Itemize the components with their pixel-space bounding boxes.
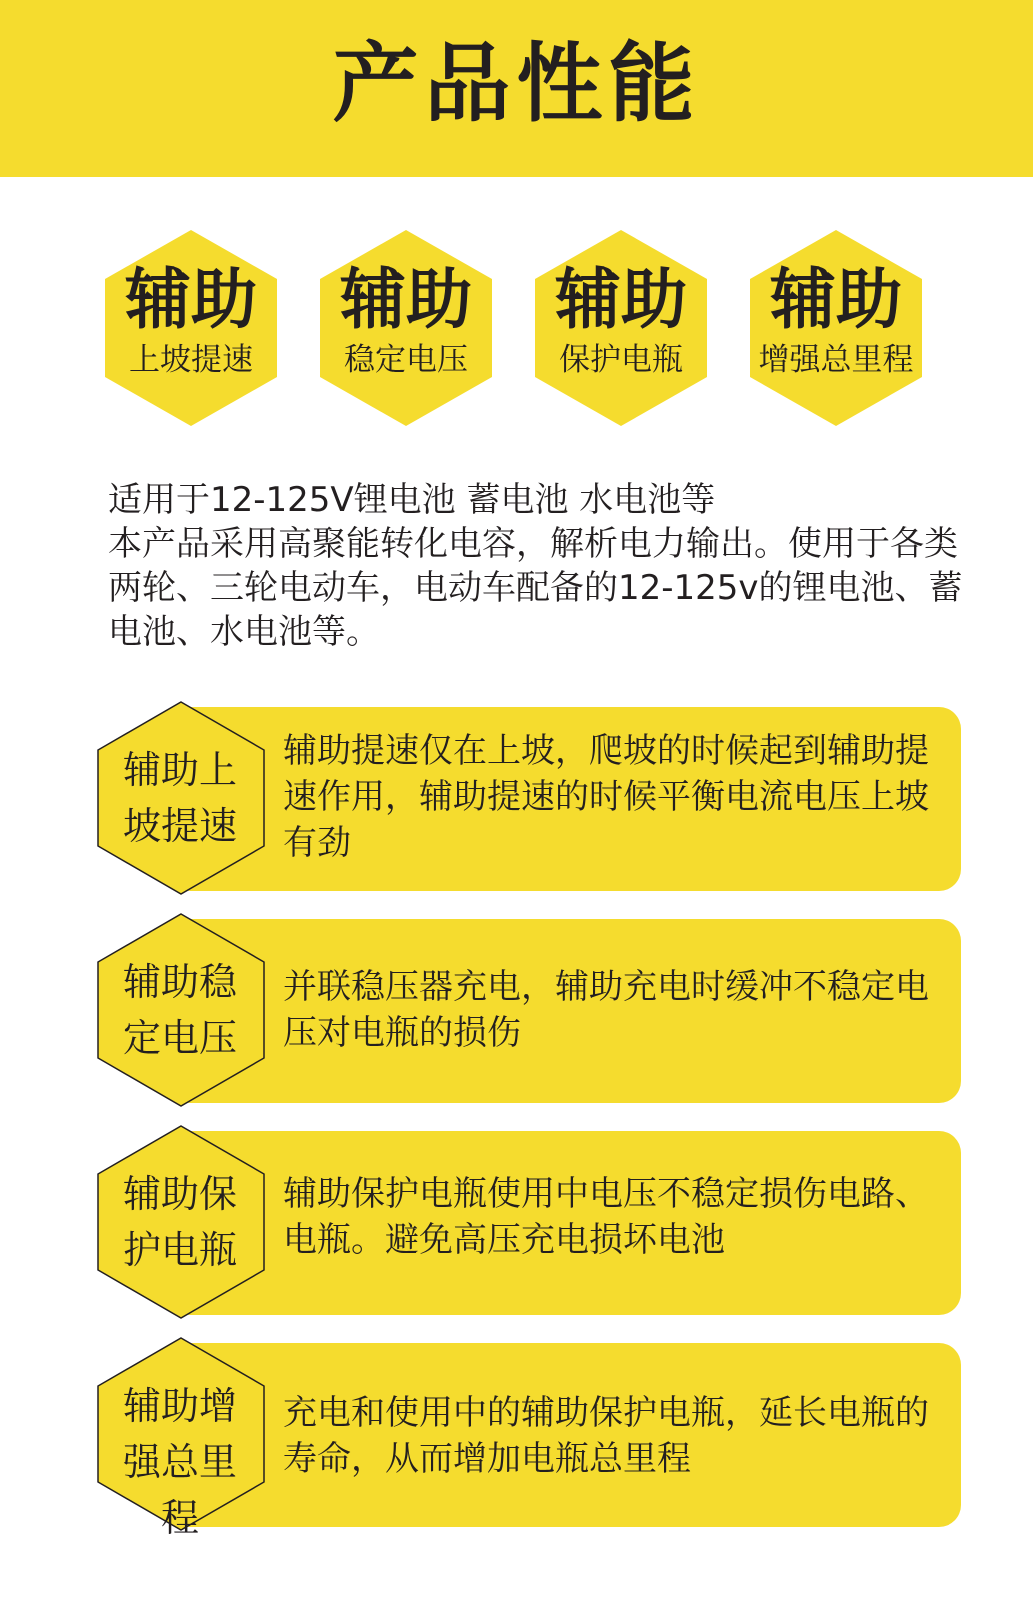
badge-main-label: 辅助 [770, 261, 902, 338]
badge-uphill-speed [105, 230, 277, 426]
feature-description: 辅助保护电瓶使用中电压不稳定损伤电路、电瓶。避免高压充电损坏电池 [283, 1174, 929, 1260]
badge-sub-label: 增强总里程 [758, 342, 914, 378]
badge-stable-voltage [320, 230, 492, 426]
feature-label-line: 坡提速 [122, 804, 237, 848]
feature-card-protect-battery [96, 1124, 961, 1320]
badge-main-label: 辅助 [125, 261, 257, 338]
feature-label-line: 辅助上 [122, 748, 237, 792]
intro-line-compatibility: 适用于12-125V锂电池 蓄电池 水电池等 [108, 480, 716, 520]
feature-label [106, 1378, 254, 1546]
feature-card-increase-mileage [96, 1336, 961, 1540]
feature-label-line: 辅助稳 [122, 960, 237, 1004]
feature-card-stable-voltage [96, 912, 961, 1108]
intro-text [108, 478, 968, 654]
intro-paragraph: 本产品采用高聚能转化电容，解析电力输出。使用于各类两轮、三轮电动车，电动车配备的12-125v的锂电池、蓄电池、水电池等。 [108, 524, 963, 652]
feature-label-line: 辅助保 [122, 1172, 237, 1216]
feature-label-line: 强总里程 [122, 1440, 237, 1540]
badge-main-label: 辅助 [555, 261, 687, 338]
badge-increase-mileage [750, 230, 922, 426]
feature-description: 辅助提速仅在上坡，爬坡的时候起到辅助提速作用，辅助提速的时候平衡电流电压上坡有劲 [283, 731, 929, 863]
page-title: 产品性能 [332, 34, 701, 134]
badge-protect-battery [535, 230, 707, 426]
feature-label [106, 742, 254, 854]
badge-sub-label: 稳定电压 [344, 342, 468, 378]
feature-label-line: 定电压 [122, 1016, 237, 1060]
feature-label-line: 护电瓶 [122, 1228, 237, 1272]
feature-description: 充电和使用中的辅助保护电瓶，延长电瓶的寿命，从而增加电瓶总里程 [283, 1393, 929, 1479]
feature-description: 并联稳压器充电，辅助充电时缓冲不稳定电压对电瓶的损伤 [283, 967, 929, 1053]
badge-sub-label: 保护电瓶 [559, 342, 683, 378]
feature-label-line: 辅助增 [122, 1384, 237, 1428]
badge-sub-label: 上坡提速 [129, 342, 253, 378]
feature-label [106, 954, 254, 1066]
badge-main-label: 辅助 [340, 261, 472, 338]
header-banner [0, 0, 1033, 177]
feature-label [106, 1166, 254, 1278]
feature-card-uphill-speed [96, 700, 961, 896]
